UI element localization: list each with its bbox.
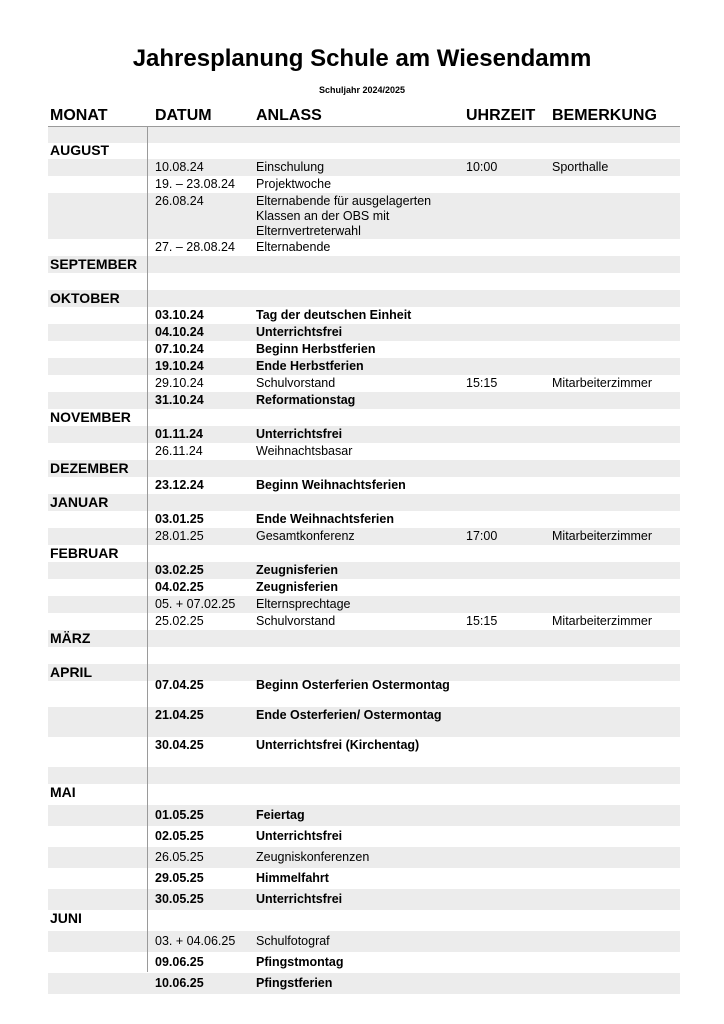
date-cell: 07.10.24 xyxy=(155,342,204,356)
event-cell: Unterrichtsfrei xyxy=(256,892,343,906)
table-row xyxy=(48,477,680,494)
event-cell: Schulvorstand xyxy=(256,614,336,628)
date-cell: 03. + 04.06.25 xyxy=(155,934,236,948)
date-cell: 19. – 23.08.24 xyxy=(155,177,235,191)
spacer-row xyxy=(48,273,680,290)
time-cell: 15:15 xyxy=(466,614,498,628)
table-row xyxy=(48,826,680,847)
month-label: NOVEMBER xyxy=(50,409,131,425)
date-cell: 03.02.25 xyxy=(155,563,204,577)
event-cell: Ende Herbstferien xyxy=(256,359,364,373)
spacer-row xyxy=(48,767,680,784)
event-cell: Zeugnisferien xyxy=(256,563,338,577)
date-cell: 01.11.24 xyxy=(155,427,203,441)
note-cell: Mitarbeiterzimmer xyxy=(552,376,653,390)
table-row xyxy=(48,358,680,375)
date-cell: 10.08.24 xyxy=(155,160,204,174)
page-subtitle: Schuljahr 2024/2025 xyxy=(318,85,406,95)
month-label: JUNI xyxy=(50,910,82,926)
date-cell: 29.10.24 xyxy=(155,376,204,390)
table-row xyxy=(48,707,680,737)
table-row xyxy=(48,511,680,528)
header-time: UHRZEIT xyxy=(466,107,536,124)
table-row xyxy=(48,443,680,460)
event-cell: Feiertag xyxy=(256,808,305,822)
event-cell: Himmelfahrt xyxy=(256,871,329,885)
event-cell: Reformationstag xyxy=(256,393,356,407)
event-cell: Unterrichtsfrei xyxy=(256,325,343,339)
event-cell: Ende Weihnachtsferien xyxy=(256,512,394,526)
table-row xyxy=(48,889,680,910)
event-cell: Schulfotograf xyxy=(256,934,330,948)
date-cell: 26.11.24 xyxy=(155,444,203,458)
date-cell: 09.06.25 xyxy=(155,955,204,969)
event-cell: Weihnachtsbasar xyxy=(256,444,353,458)
date-cell: 28.01.25 xyxy=(155,529,204,543)
month-label: OKTOBER xyxy=(50,290,120,306)
date-cell: 27. – 28.08.24 xyxy=(155,240,235,254)
event-cell: Unterrichtsfrei (Kirchentag) xyxy=(256,738,420,752)
month-row xyxy=(48,545,680,562)
date-cell: 07.04.25 xyxy=(155,678,204,692)
event-cell: Gesamtkonferenz xyxy=(256,529,355,543)
header-note: BEMERKUNG xyxy=(552,107,657,124)
date-cell: 29.05.25 xyxy=(155,871,204,885)
table-row xyxy=(48,973,680,994)
column-divider xyxy=(147,126,148,972)
date-cell: 03.10.24 xyxy=(155,308,204,322)
event-cell: Pfingstmontag xyxy=(256,955,344,969)
date-cell: 04.10.24 xyxy=(155,325,204,339)
month-row xyxy=(48,910,680,931)
date-cell: 30.05.25 xyxy=(155,892,204,906)
date-cell: 02.05.25 xyxy=(155,829,204,843)
table-row xyxy=(48,805,680,826)
event-cell: Beginn Osterferien Ostermontag xyxy=(256,678,450,692)
month-label: SEPTEMBER xyxy=(50,256,138,272)
time-cell: 10:00 xyxy=(466,160,498,174)
table-row xyxy=(48,613,680,630)
event-cell: Elternabende xyxy=(256,240,331,254)
date-cell: 05. + 07.02.25 xyxy=(155,597,236,611)
month-row xyxy=(48,494,680,511)
event-cell: Projektwoche xyxy=(256,177,332,191)
note-cell: Mitarbeiterzimmer xyxy=(552,614,653,628)
event-cell: Beginn Weihnachtsferien xyxy=(256,478,406,492)
month-row xyxy=(48,256,680,273)
event-cell: Zeugniskonferenzen xyxy=(256,850,370,864)
table-row xyxy=(48,392,680,409)
event-cell: Einschulung xyxy=(256,160,325,174)
event-cell: Ende Osterferien/ Ostermontag xyxy=(256,708,442,722)
header-date: DATUM xyxy=(155,107,212,124)
table-row xyxy=(48,375,680,392)
date-cell: 25.02.25 xyxy=(155,614,204,628)
table-row xyxy=(48,737,680,767)
table-row xyxy=(48,159,680,176)
month-row xyxy=(48,290,680,307)
date-cell: 30.04.25 xyxy=(155,738,204,752)
note-cell: Mitarbeiterzimmer xyxy=(552,529,653,543)
event-cell: Unterrichtsfrei xyxy=(256,427,343,441)
date-cell: 21.04.25 xyxy=(155,708,204,722)
event-cell: Elternabende für ausgelagerten Klassen an der OBS mit Elternvertreterwahl xyxy=(256,194,432,238)
event-cell: Pfingstferien xyxy=(256,976,333,990)
table-row xyxy=(48,176,680,193)
date-cell: 01.05.25 xyxy=(155,808,204,822)
time-cell: 15:15 xyxy=(466,376,498,390)
event-cell: Elternsprechtage xyxy=(256,597,351,611)
month-row xyxy=(48,460,680,477)
event-cell: Unterrichtsfrei xyxy=(256,829,343,843)
month-label: MAI xyxy=(50,784,76,800)
event-cell: Zeugnisferien xyxy=(256,580,338,594)
table-row xyxy=(48,239,680,256)
spacer-row xyxy=(48,647,680,664)
table-row xyxy=(48,324,680,341)
month-label: FEBRUAR xyxy=(50,545,119,561)
header-divider xyxy=(48,126,680,127)
date-cell: 31.10.24 xyxy=(155,393,204,407)
month-label: APRIL xyxy=(50,664,92,680)
date-cell: 04.02.25 xyxy=(155,580,204,594)
table-row xyxy=(48,562,680,579)
month-label: DEZEMBER xyxy=(50,460,129,476)
table-row xyxy=(48,596,680,613)
table-row xyxy=(48,847,680,868)
month-row xyxy=(48,784,680,805)
date-cell: 23.12.24 xyxy=(155,478,204,492)
date-cell: 10.06.25 xyxy=(155,976,204,990)
event-cell: Tag der deutschen Einheit xyxy=(256,308,412,322)
month-label: MÄRZ xyxy=(50,630,91,646)
month-label: JANUAR xyxy=(50,494,109,510)
month-row xyxy=(48,409,680,426)
table-row xyxy=(48,677,680,707)
month-label: AUGUST xyxy=(50,142,110,158)
table-row xyxy=(48,952,680,973)
spacer-row xyxy=(48,126,680,143)
table-row xyxy=(48,868,680,889)
date-cell: 03.01.25 xyxy=(155,512,204,526)
table-row xyxy=(48,579,680,596)
date-cell: 19.10.24 xyxy=(155,359,204,373)
table-row xyxy=(48,341,680,358)
date-cell: 26.05.25 xyxy=(155,850,204,864)
month-row xyxy=(48,630,680,647)
note-cell: Sporthalle xyxy=(552,160,609,174)
time-cell: 17:00 xyxy=(466,529,498,543)
header-month: MONAT xyxy=(50,107,108,124)
table-row xyxy=(48,528,680,545)
table-row xyxy=(48,931,680,952)
month-row xyxy=(48,142,680,159)
table-row xyxy=(48,426,680,443)
date-cell: 26.08.24 xyxy=(155,194,204,208)
page-title: Jahresplanung Schule am Wiesendamm xyxy=(132,45,592,72)
event-cell: Schulvorstand xyxy=(256,376,336,390)
event-cell: Beginn Herbstferien xyxy=(256,342,376,356)
table-row xyxy=(48,193,680,239)
header-event: ANLASS xyxy=(256,107,322,124)
table-row xyxy=(48,307,680,324)
